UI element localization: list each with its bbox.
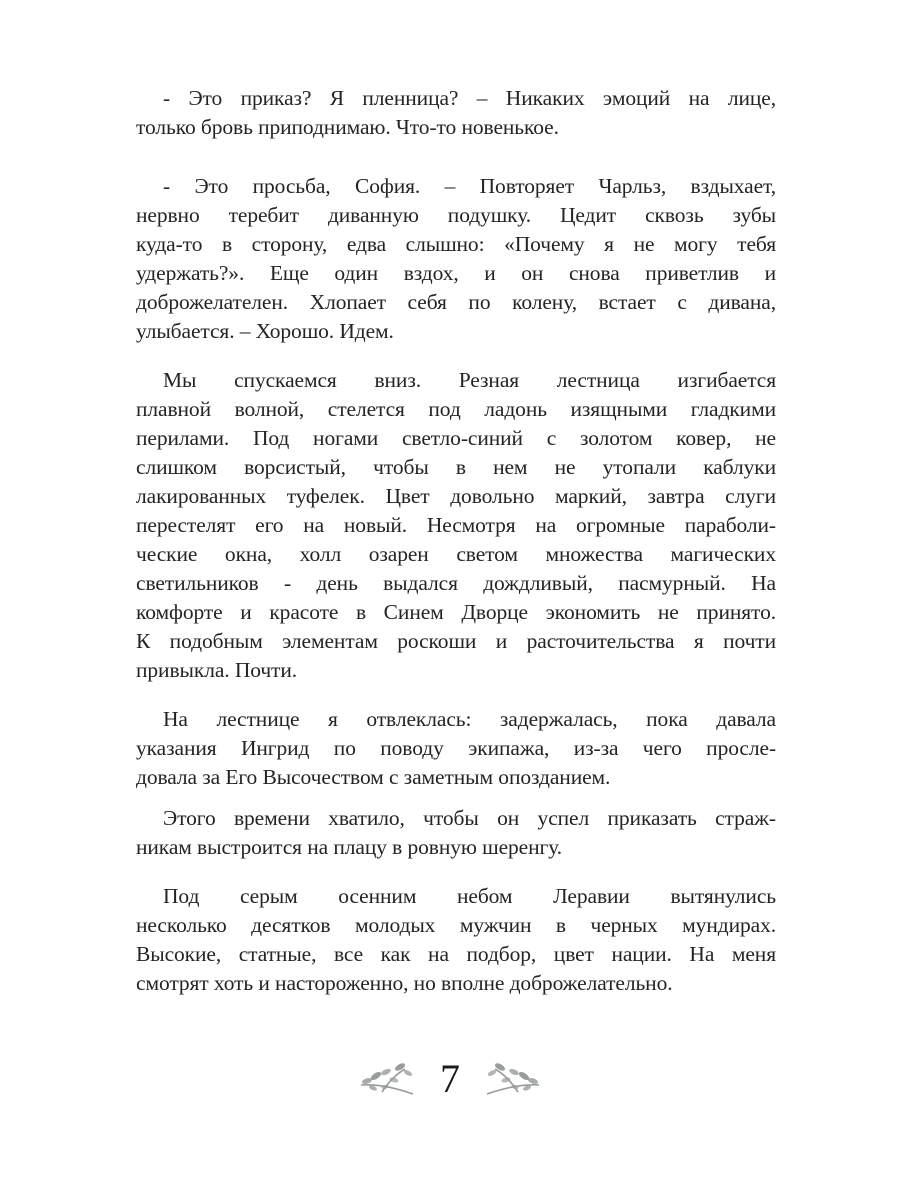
text-line: удержать?». Еще один вздох, и он снова приветлив и xyxy=(136,261,776,285)
text-line: никам выстроится на плацу в ровную шеренгу. xyxy=(136,835,563,859)
text-line: - Это просьба, София. – Повторяет Чарльз, вздыхает, xyxy=(163,174,776,198)
paragraph xyxy=(136,84,776,142)
text-line: комфорте и красоте в Синем Дворце экономить не принято. xyxy=(136,600,776,624)
text-line: привыкла. Почти. xyxy=(136,658,298,682)
paragraph xyxy=(136,172,776,346)
floral-sprig-icon xyxy=(358,1055,416,1103)
text-line: - Это приказ? Я пленница? – Никаких эмоций на лице, xyxy=(163,86,776,110)
paragraph xyxy=(136,882,776,998)
text-line: Высокие, статные, все как на подбор, цвет нации. На меня xyxy=(136,942,776,966)
page-footer xyxy=(0,1055,900,1103)
text-line: ческие окна, холл озарен светом множества магических xyxy=(136,542,776,566)
text-line: плавной волной, стелется под ладонь изящными гладкими xyxy=(136,397,776,421)
text-line: Под серым осенним небом Леравии вытянулись xyxy=(163,884,776,908)
text-line: улыбается. – Хорошо. Идем. xyxy=(136,319,394,343)
text-line: светильников - день выдался дождливый, пасмурный. На xyxy=(136,571,776,595)
floral-sprig-icon xyxy=(484,1055,542,1103)
text-line: К подобным элементам роскоши и расточительства я почти xyxy=(136,629,776,653)
page-number: 7 xyxy=(440,1056,460,1101)
text-line: куда-то в сторону, едва слышно: «Почему я не могу тебя xyxy=(136,232,776,256)
paragraph xyxy=(136,705,776,792)
text-line: смотрят хоть и настороженно, но вполне доброжелательно. xyxy=(136,971,673,995)
text-line: перилами. Под ногами светло-синий с золотом ковер, не xyxy=(136,426,776,450)
text-line: доброжелателен. Хлопает себя по колену, встает с дивана, xyxy=(136,290,776,314)
text-line: довала за Его Высочеством с заметным опозданием. xyxy=(136,765,611,789)
text-line: Этого времени хватило, чтобы он успел приказать страж- xyxy=(163,806,776,830)
text-line: только бровь приподнимаю. Что-то новенькое. xyxy=(136,115,559,139)
text-line: указания Ингрид по поводу экипажа, из-за чего просле- xyxy=(136,736,776,760)
text-block xyxy=(136,84,776,998)
text-line: несколько десятков молодых мужчин в черных мундирах. xyxy=(136,913,776,937)
paragraph xyxy=(136,804,776,862)
text-line: Мы спускаемся вниз. Резная лестница изгибается xyxy=(163,368,776,392)
text-line: перестелят его на новый. Несмотря на огромные параболи- xyxy=(136,513,776,537)
paragraph xyxy=(136,366,776,685)
text-line: На лестнице я отвлеклась: задержалась, пока давала xyxy=(163,707,776,731)
text-line: нервно теребит диванную подушку. Цедит сквозь зубы xyxy=(136,203,776,227)
text-line: слишком ворсистый, чтобы в нем не утопали каблуки xyxy=(136,455,776,479)
text-line: лакированных туфелек. Цвет довольно маркий, завтра слуги xyxy=(136,484,776,508)
